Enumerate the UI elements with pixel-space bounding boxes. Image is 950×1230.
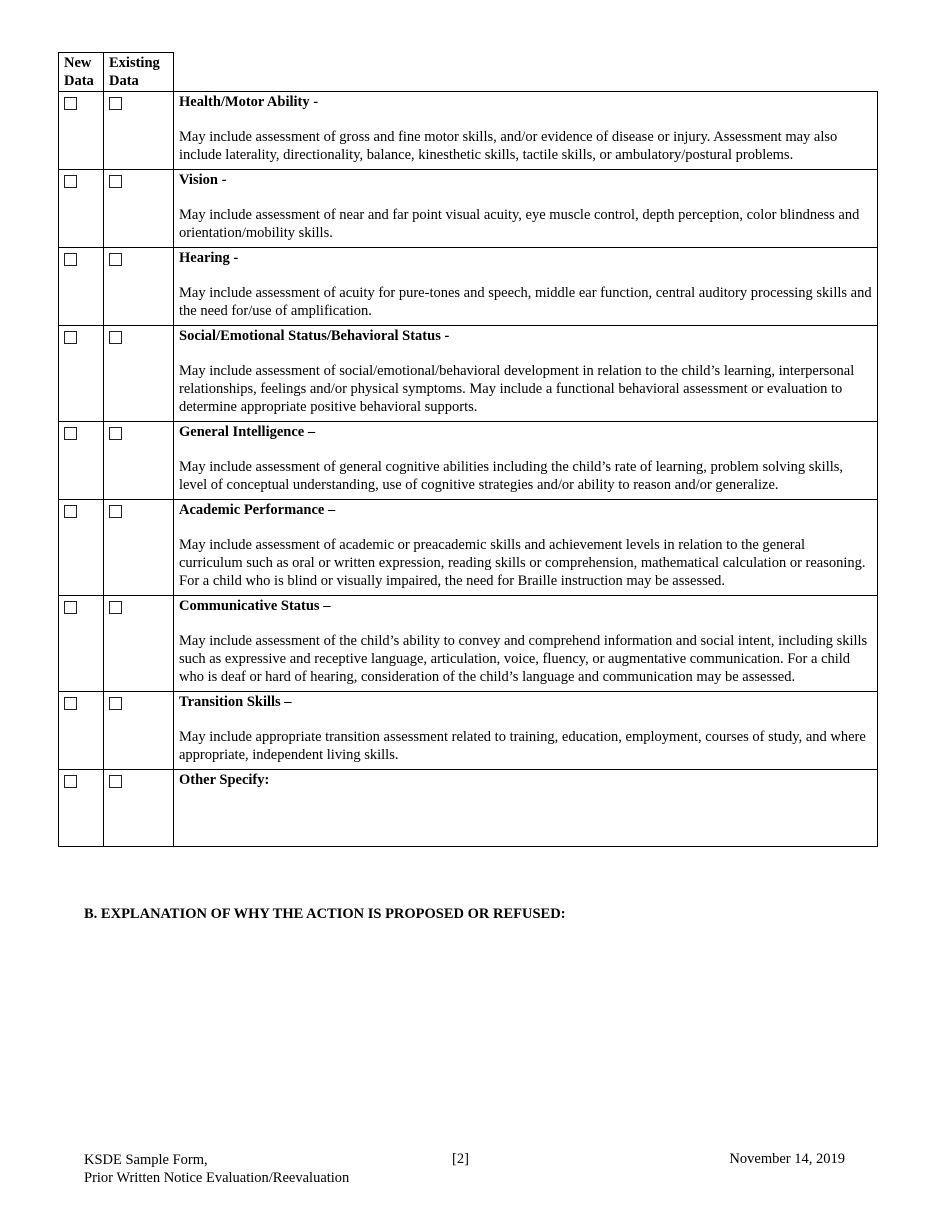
existing-data-checkbox[interactable]: [109, 175, 122, 188]
existing-data-checkbox[interactable]: [109, 331, 122, 344]
section-b-heading: B. EXPLANATION OF WHY THE ACTION IS PROPOSED OR REFUSED:: [84, 906, 566, 922]
row-title: Vision -: [179, 172, 227, 188]
row-title: Hearing -: [179, 250, 239, 266]
footer-form-name: [84, 1151, 349, 1187]
new-data-checkbox[interactable]: [64, 505, 77, 518]
existing-data-checkbox[interactable]: [109, 505, 122, 518]
new-data-checkbox[interactable]: [64, 97, 77, 110]
table-row-other-specify: [59, 770, 878, 847]
footer-form-name-line2: Prior Written Notice Evaluation/Reevaluation: [84, 1170, 350, 1186]
new-data-checkbox[interactable]: [64, 601, 77, 614]
existing-data-checkbox[interactable]: [109, 253, 122, 266]
row-description: May include assessment of near and far point visual acuity, eye muscle control, depth perception, color blindness and orientation/mobility skills.: [179, 207, 860, 241]
row-title: Communicative Status –: [179, 598, 331, 614]
row-title: Transition Skills –: [179, 694, 292, 710]
row-description: May include assessment of gross and fine motor skills, and/or evidence of disease or injury. Assessment may also include laterality, directionality, balance, kinesthetic skills, tactile skills, or ambulatory/postural problems.: [179, 129, 838, 163]
existing-data-checkbox[interactable]: [109, 601, 122, 614]
new-data-header: New Data: [59, 53, 104, 92]
existing-data-checkbox[interactable]: [109, 775, 122, 788]
footer-page-number: [2]: [452, 1151, 469, 1167]
row-description: May include assessment of acuity for pure-tones and speech, middle ear function, central auditory processing skills and the need for/use of amplification.: [179, 285, 872, 319]
evaluation-areas-table: [58, 52, 878, 847]
row-description: May include assessment of the child’s ability to convey and comprehend information and social intent, including skills such as expressive and receptive language, articulation, voice, fluency, or augmentative communication. For a child who is deaf or hard of hearing, consideration of the child’s language and communication may be assessed.: [179, 633, 868, 685]
table-row-health-motor: [59, 92, 878, 170]
other-specify-field[interactable]: [174, 770, 878, 847]
footer-form-name-line1: KSDE Sample Form,: [84, 1152, 208, 1168]
new-data-checkbox[interactable]: [64, 253, 77, 266]
new-data-checkbox[interactable]: [64, 427, 77, 440]
row-title: Health/Motor Ability -: [179, 94, 319, 110]
table-row-communicative-status: [59, 596, 878, 692]
row-description: May include appropriate transition assessment related to training, education, employment, courses of study, and where appropriate, independent living skills.: [179, 729, 866, 763]
table-row-general-intelligence: [59, 422, 878, 500]
table-row-transition-skills: [59, 692, 878, 770]
table-row-vision: [59, 170, 878, 248]
existing-data-checkbox[interactable]: [109, 697, 122, 710]
table-row-social-emotional: [59, 326, 878, 422]
new-data-checkbox[interactable]: [64, 331, 77, 344]
header-blank: [174, 53, 878, 92]
new-data-checkbox[interactable]: [64, 775, 77, 788]
row-title: Social/Emotional Status/Behavioral Status -: [179, 328, 450, 344]
row-description: May include assessment of academic or preacademic skills and achievement levels in relation to the general curriculum such as oral or written expression, reading skills or comprehension, mathematical calculation or reasoning. For a child who is blind or visually impaired, the need for Braille instruction may be assessed.: [179, 537, 866, 589]
new-data-checkbox[interactable]: [64, 175, 77, 188]
existing-data-checkbox[interactable]: [109, 97, 122, 110]
row-description: May include assessment of social/emotional/behavioral development in relation to the child’s learning, interpersonal relationships, feelings and/or physical symptoms. May include a functional behavioral assessment or evaluation to determine appropriate positive behavioral supports.: [179, 363, 855, 415]
row-title: Academic Performance –: [179, 502, 336, 518]
row-title: General Intelligence –: [179, 424, 316, 440]
table-row-hearing: [59, 248, 878, 326]
row-description: May include assessment of general cognitive abilities including the child’s rate of learning, problem solving skills, level of conceptual understanding, use of cognitive strategies and/or ability to reason and/or generalize.: [179, 459, 844, 493]
footer-date: November 14, 2019: [729, 1151, 845, 1167]
new-data-checkbox[interactable]: [64, 697, 77, 710]
table-row-academic-performance: [59, 500, 878, 596]
existing-data-header: Existing Data: [104, 53, 174, 92]
existing-data-checkbox[interactable]: [109, 427, 122, 440]
row-title: Other Specify:: [179, 772, 270, 788]
